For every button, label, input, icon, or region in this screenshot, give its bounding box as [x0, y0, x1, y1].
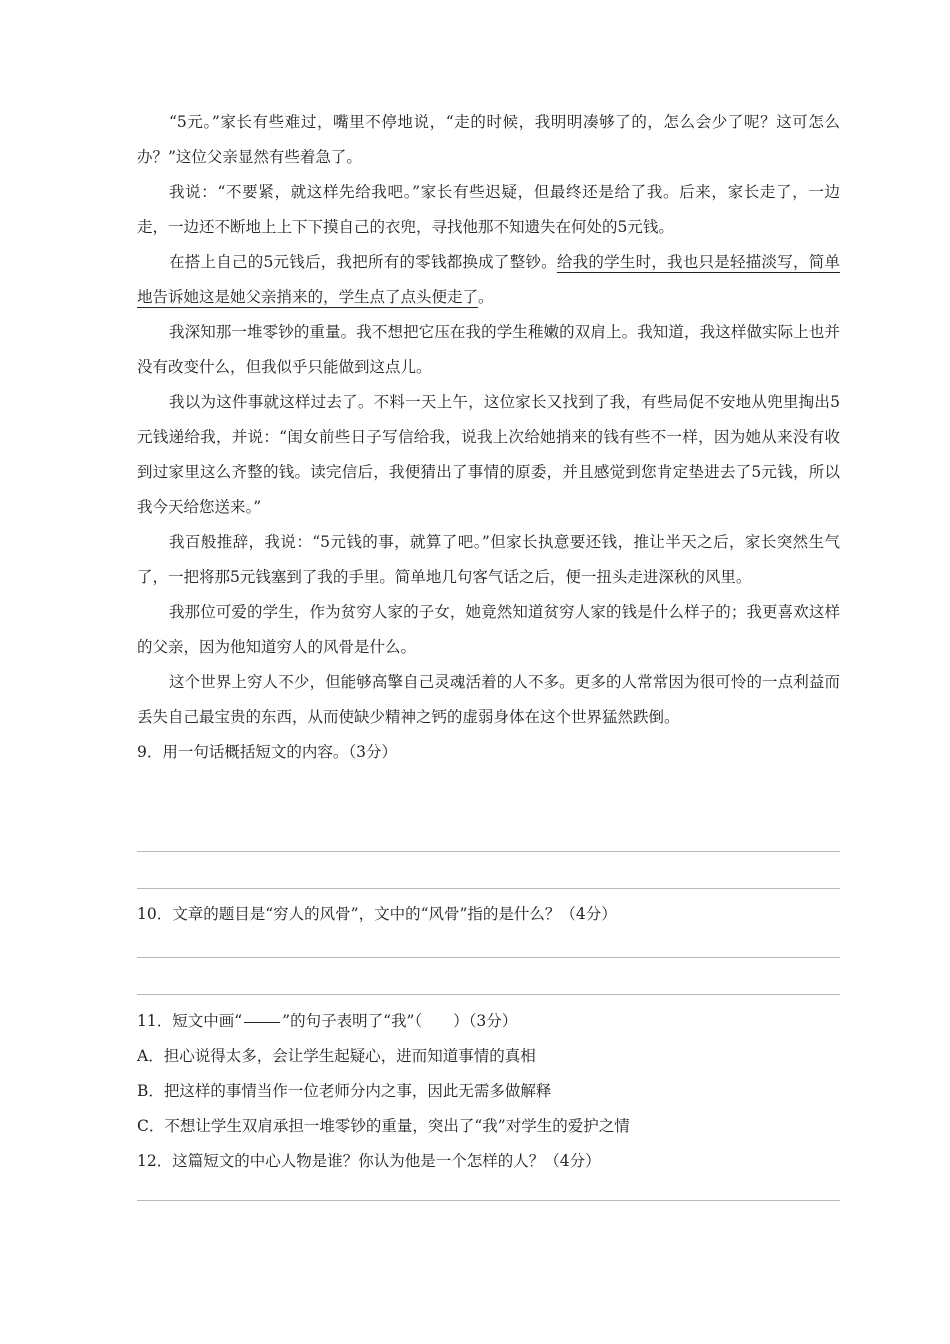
option-a[interactable]: A．担心说得太多，会让学生起疑心，进而知道事情的真相	[137, 1047, 536, 1065]
paragraph-8: 这个世界上穷人不少，但能够高擎自己灵魂活着的人不多。更多的人常常因为很可怜的一点利益而丢失自己最宝贵的东西，从而使缺少精神之钙的虚弱身体在这个世界猛然跌倒。	[137, 673, 840, 726]
paragraph-4: 我深知那一堆零钞的重量。我不想把它压在我的学生稚嫩的双肩上。我知道，我这样做实际上也并没有改变什么，但我似乎只能做到这点儿。	[137, 323, 840, 376]
answer-line-q10-2[interactable]	[137, 994, 840, 995]
answer-line-q9-2[interactable]	[137, 888, 840, 889]
question-11-post: ”的句子表明了“我”（ ）（3分）	[282, 1012, 518, 1030]
paragraph-3	[137, 245, 840, 315]
question-12: 12．这篇短文的中心人物是谁？你认为他是一个怎样的人？（4分）	[137, 1152, 601, 1170]
question-10: 10．文章的题目是“穷人的风骨”，文中的“风骨”指的是什么？（4分）	[137, 905, 617, 923]
option-c[interactable]: C．不想让学生双肩承担一堆零钞的重量，突出了“我”对学生的爱护之情	[137, 1117, 630, 1135]
question-11	[137, 1004, 840, 1039]
question-11-pre: 11．短文中画“	[137, 1012, 243, 1030]
paragraph-3-post: 。	[478, 288, 494, 306]
paragraph-7: 我那位可爱的学生，作为贫穷人家的子女，她竟然知道贫穷人家的钱是什么样子的；我更喜欢这样的父亲，因为他知道穷人的风骨是什么。	[137, 603, 840, 656]
passage	[137, 105, 840, 770]
underline-mark	[244, 1022, 280, 1023]
question-11-block	[137, 1004, 840, 1179]
option-b[interactable]: B．把这样的事情当作一位老师分内之事，因此无需多做解释	[137, 1082, 552, 1100]
answer-line-q10-1[interactable]	[137, 957, 840, 958]
paragraph-2: 我说：“不要紧，就这样先给我吧。”家长有些迟疑，但最终还是给了我。后来，家长走了，一边走，一边还不断地上上下下摸自己的衣兜，寻找他那不知遗失在何处的5元钱。	[137, 183, 840, 236]
underlined-sentence: 给我的学生时，我也只是轻描淡写，简单地告诉她这是她父亲捎来的，学生点了点头便走了	[137, 253, 840, 306]
answer-line-q9-1[interactable]	[137, 851, 840, 852]
question-9: 9．用一句话概括短文的内容。（3分）	[137, 743, 397, 761]
paragraph-6: 我百般推辞，我说：“5元钱的事，就算了吧。”但家长执意要还钱，推让半天之后，家长突然生气了，一把将那5元钱塞到了我的手里。简单地几句客气话之后，便一扭头走进深秋的风里。	[137, 533, 840, 586]
paragraph-5: 我以为这件事就这样过去了。不料一天上午，这位家长又找到了我，有些局促不安地从兜里掏出5元钱递给我，并说：“闺女前些日子写信给我，说我上次给她捎来的钱有些不一样，因为她从来没有收到过家里这么齐整的钱。读完信后，我便猜出了事情的原委，并且感觉到您肯定垫进去了5元钱，所以我今天给您送来。”	[137, 393, 840, 516]
paragraph-3-pre: 在搭上自己的5元钱后，我把所有的零钱都换成了整钞。	[169, 253, 557, 271]
paragraph-1: “5元。”家长有些难过，嘴里不停地说，“走的时候，我明明凑够了的，怎么会少了呢？这可怎么办？”这位父亲显然有些着急了。	[137, 113, 840, 166]
answer-line-q12-1[interactable]	[137, 1200, 840, 1201]
